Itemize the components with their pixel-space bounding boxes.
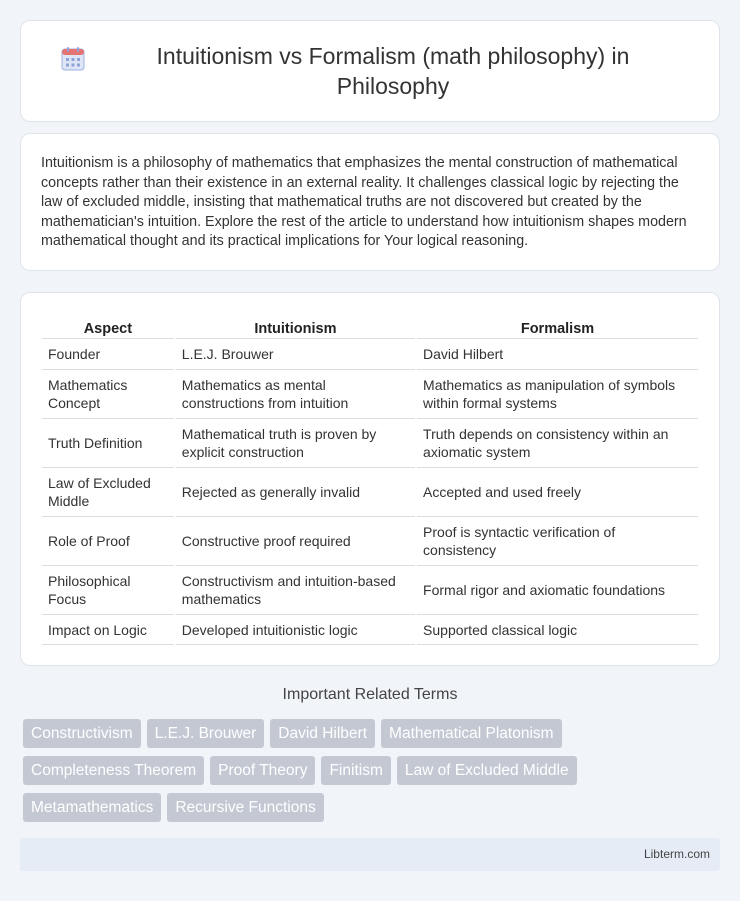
tag-law-of-excluded-middle[interactable]: Law of Excluded Middle [397,756,577,785]
tag-proof-theory[interactable]: Proof Theory [210,756,315,785]
header-aspect: Aspect [42,313,174,339]
related-terms-title: Important Related Terms [282,686,458,703]
tag-completeness-theorem[interactable]: Completeness Theorem [23,756,204,785]
table-cell: Impact on Logic [42,615,174,645]
tag-row [23,793,723,822]
page-title: Intuitionism vs Formalism (math philosophy) in Philosophy [156,43,630,99]
header-card [20,20,720,122]
table-row [42,468,698,517]
tag-row [23,719,723,748]
tag-hilbert[interactable]: David Hilbert [270,719,375,748]
table-cell: Mathematical truth is proven by explicit construction [176,419,415,468]
calendar-icon [60,46,86,72]
tag-mathematical-platonism[interactable]: Mathematical Platonism [381,719,562,748]
table-cell: Rejected as generally invalid [176,468,415,517]
table-row [42,517,698,566]
table-cell: David Hilbert [417,339,698,370]
table-row [42,419,698,468]
table-cell: Law of Excluded Middle [42,468,174,517]
comparison-card [20,292,720,666]
table-cell: L.E.J. Brouwer [176,339,415,370]
comparison-table [40,313,700,645]
tag-metamathematics[interactable]: Metamathematics [23,793,161,822]
intro-card [20,133,720,271]
table-row [42,339,698,370]
table-cell: Proof is syntactic verification of consistency [417,517,698,566]
table-header-row [42,313,698,339]
intro-text: Intuitionism is a philosophy of mathematics that emphasizes the mental construction of mathematical concepts rather than their existence in an external reality. It challenges classical logic by rejecting the law of excluded middle, insisting that mathematical truths are not discovered but created by the mathematician's intuition. Explore the rest of the article to understand how intuitionism shapes modern mathematical thought and its practical implications for Your logical reasoning. [41,155,687,250]
table-cell: Mathematics as manipulation of symbols within formal systems [417,370,698,419]
footer [20,838,720,871]
table-cell: Formal rigor and axiomatic foundations [417,566,698,615]
table-cell: Role of Proof [42,517,174,566]
tag-row [23,756,723,785]
tag-constructivism[interactable]: Constructivism [23,719,141,748]
table-cell: Philosophical Focus [42,566,174,615]
footer-site-link[interactable]: Libterm.com [643,847,710,861]
table-cell: Constructivism and intuition-based mathematics [176,566,415,615]
table-cell: Developed intuitionistic logic [176,615,415,645]
table-cell: Constructive proof required [176,517,415,566]
related-terms [23,719,723,830]
table-cell: Mathematics as mental constructions from intuition [176,370,415,419]
tag-finitism[interactable]: Finitism [321,756,390,785]
table-cell: Supported classical logic [417,615,698,645]
tag-recursive-functions[interactable]: Recursive Functions [167,793,323,822]
table-cell: Mathematics Concept [42,370,174,419]
table-cell: Truth Definition [42,419,174,468]
table-row [42,615,698,645]
table-row [42,370,698,419]
table-cell: Accepted and used freely [417,468,698,517]
header-formalism: Formalism [417,313,698,339]
header-intuitionism: Intuitionism [176,313,415,339]
tag-brouwer[interactable]: L.E.J. Brouwer [147,719,265,748]
table-cell: Founder [42,339,174,370]
table-row [42,566,698,615]
table-cell: Truth depends on consistency within an axiomatic system [417,419,698,468]
